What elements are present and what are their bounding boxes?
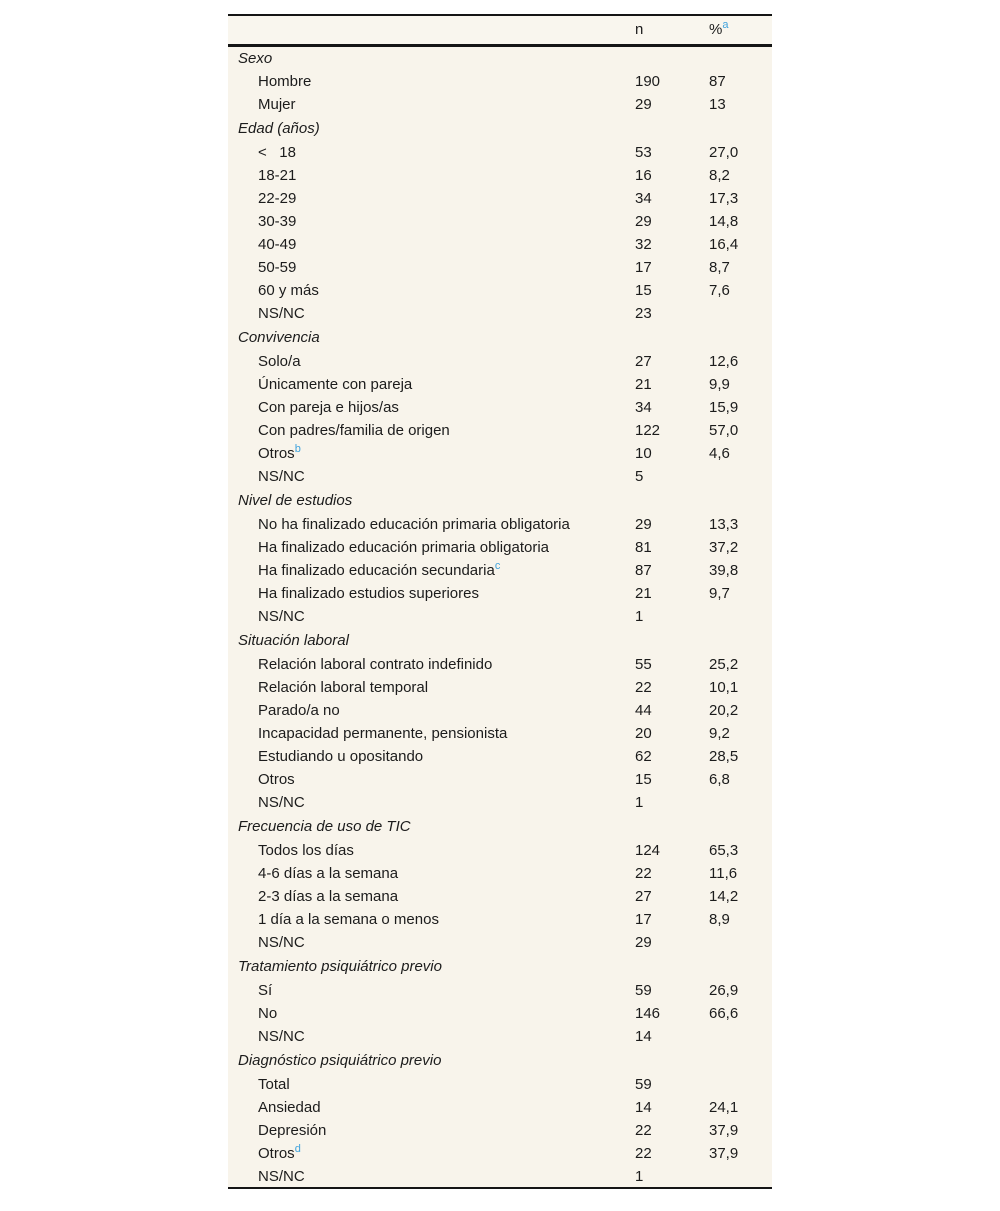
table-row	[228, 1142, 772, 1165]
row-label: 30-39	[258, 213, 297, 230]
table-row	[228, 768, 772, 791]
table-row	[228, 979, 772, 1002]
table-row	[228, 1025, 772, 1048]
pct-value: 14,2	[709, 888, 739, 905]
section-title: Edad (años)	[238, 120, 320, 137]
n-value: 59	[635, 982, 652, 999]
pct-value	[709, 931, 772, 954]
n-value: 59	[635, 1076, 652, 1093]
table-row	[228, 187, 772, 210]
pct-value: 4,6	[709, 445, 730, 462]
pct-value: 12,6	[709, 353, 739, 370]
table-row	[228, 653, 772, 676]
table-header-row	[228, 15, 772, 45]
footnote-link-a[interactable]: a	[722, 19, 729, 32]
table-row	[228, 536, 772, 559]
row-label: NS/NC	[258, 1028, 305, 1045]
table-row	[228, 1165, 772, 1188]
table-row	[228, 396, 772, 419]
footnote-link-d[interactable]: d	[294, 1143, 301, 1155]
section-header-row	[228, 954, 772, 979]
n-value: 5	[635, 468, 644, 485]
pct-value	[709, 791, 772, 814]
row-label: NS/NC	[258, 1167, 305, 1185]
n-value: 15	[635, 771, 652, 788]
table-row	[228, 93, 772, 116]
row-label: Ha finalizado estudios superiores	[258, 585, 479, 602]
pct-value: 9,7	[709, 585, 730, 602]
pct-value: 13,3	[709, 516, 739, 533]
section-title: Situación laboral	[238, 632, 349, 649]
n-value: 29	[635, 96, 652, 113]
row-label: Con pareja e hijos/as	[258, 399, 399, 416]
pct-value: 37,2	[709, 539, 739, 556]
row-label: Hombre	[258, 73, 312, 90]
n-value: 23	[635, 305, 652, 322]
table-row	[228, 302, 772, 325]
row-label: Con padres/familia de origen	[258, 422, 450, 439]
table-row	[228, 908, 772, 931]
pct-value: 14,8	[709, 213, 739, 230]
n-value: 15	[635, 282, 652, 299]
table-row	[228, 1073, 772, 1096]
section-title: Convivencia	[238, 329, 320, 346]
n-value: 14	[635, 1028, 652, 1045]
pct-value: 37,9	[709, 1145, 739, 1162]
n-value: 10	[635, 445, 652, 462]
n-value: 22	[635, 1122, 652, 1139]
table-row	[228, 605, 772, 628]
pct-value	[709, 605, 772, 628]
row-label: 50-59	[258, 259, 297, 276]
section-header-row	[228, 45, 772, 70]
footnote-link-c[interactable]: c	[494, 560, 501, 572]
row-label: Mujer	[258, 96, 296, 113]
row-label: Ha finalizado educación primaria obligatoria	[258, 539, 549, 556]
n-value: 27	[635, 888, 652, 905]
pct-value	[709, 1165, 772, 1188]
pct-value: 8,9	[709, 911, 730, 928]
table-row	[228, 676, 772, 699]
n-value: 29	[635, 213, 652, 230]
pct-value: 27,0	[709, 144, 739, 161]
row-label: No ha finalizado educación primaria obligatoria	[258, 516, 570, 533]
row-label: Únicamente con pareja	[258, 376, 413, 393]
section-title: Frecuencia de uso de TIC	[238, 818, 411, 835]
pct-value: 10,1	[709, 679, 739, 696]
row-label: Otros$^b$	[258, 443, 301, 462]
row-label: Otros$^d$	[258, 1143, 301, 1162]
header-pct-label: %	[709, 21, 723, 39]
n-value: 22	[635, 1145, 652, 1162]
pct-value: 11,6	[709, 865, 738, 882]
n-value: 55	[635, 656, 652, 673]
header-label-cell	[228, 15, 635, 45]
n-value: 34	[635, 399, 652, 416]
demographics-table	[228, 14, 772, 1189]
footnote-link-b[interactable]: b	[294, 443, 301, 455]
row-label: Parado/a no	[258, 702, 340, 719]
row-label: Depresión	[258, 1122, 327, 1139]
table-row	[228, 559, 772, 582]
row-label: Todos los días	[258, 842, 354, 859]
table-row	[228, 419, 772, 442]
pct-value	[709, 465, 772, 488]
table-row	[228, 791, 772, 814]
table-row	[228, 70, 772, 93]
pct-value: 17,3	[709, 190, 739, 207]
pct-value: 28,5	[709, 748, 739, 765]
table-row	[228, 141, 772, 164]
row-label: NS/NC	[258, 934, 305, 951]
pct-value: 25,2	[709, 656, 739, 673]
table-row	[228, 350, 772, 373]
section-header-row	[228, 325, 772, 350]
row-label: Otros	[258, 771, 295, 788]
table-row	[228, 839, 772, 862]
row-label: Estudiando u opositando	[258, 748, 424, 765]
row-label: Sí	[258, 982, 273, 999]
pct-value: 13	[709, 96, 726, 113]
row-label: Incapacidad permanente, pensionista	[258, 725, 508, 742]
n-value: 27	[635, 353, 652, 370]
pct-value: 8,7	[709, 259, 730, 276]
n-value: 122	[635, 422, 661, 439]
row-label: NS/NC	[258, 608, 305, 625]
table-row	[228, 885, 772, 908]
table-row	[228, 931, 772, 954]
pct-value	[709, 1073, 772, 1096]
section-header-row	[228, 488, 772, 513]
row-label: 1 día a la semana o menos	[258, 911, 439, 928]
table-body	[228, 45, 772, 1188]
n-value: 146	[635, 1005, 661, 1022]
n-value: 17	[635, 259, 652, 276]
n-value: 17	[635, 911, 652, 928]
row-label: 18-21	[258, 167, 297, 184]
n-value: 1	[635, 794, 644, 811]
row-label: Relación laboral temporal	[258, 679, 429, 696]
pct-value: 9,9	[709, 376, 730, 393]
n-value: 21	[635, 376, 652, 393]
pct-value: 37,9	[709, 1122, 739, 1139]
n-value: 22	[635, 679, 652, 696]
table-row	[228, 256, 772, 279]
n-value: 124	[635, 842, 661, 859]
pct-value: 87	[709, 73, 726, 90]
table-row	[228, 862, 772, 885]
row-label: 2-3 días a la semana	[258, 888, 399, 905]
pct-value: 8,2	[709, 167, 730, 184]
pct-value: 66,6	[709, 1005, 739, 1022]
table-row	[228, 210, 772, 233]
row-label: Ha finalizado educación secundaria$^c$	[258, 560, 501, 579]
pct-value	[709, 302, 772, 325]
n-value: 32	[635, 236, 652, 253]
pct-value: 24,1	[709, 1099, 739, 1116]
n-value: 44	[635, 702, 652, 719]
row-label: Ansiedad	[258, 1099, 321, 1116]
section-title: Sexo	[238, 49, 273, 67]
pct-value: 39,8	[709, 562, 739, 579]
table-row	[228, 699, 772, 722]
row-label: NS/NC	[258, 468, 305, 485]
pct-value: 7,6	[709, 282, 730, 299]
n-value: 16	[635, 167, 652, 184]
n-value: 20	[635, 725, 652, 742]
n-value: 1	[635, 608, 644, 625]
n-value: 22	[635, 865, 652, 882]
n-value: 1	[635, 1167, 644, 1185]
table-header	[228, 15, 772, 45]
row-label: Total	[258, 1076, 290, 1093]
table-row	[228, 513, 772, 536]
n-value: 53	[635, 144, 652, 161]
table-row	[228, 1002, 772, 1025]
row-label: NS/NC	[258, 305, 305, 322]
pct-value: 6,8	[709, 771, 730, 788]
table-row	[228, 233, 772, 256]
n-value: 190	[635, 73, 661, 90]
pct-value: 9,2	[709, 725, 730, 742]
section-header-row	[228, 1048, 772, 1073]
n-value: 14	[635, 1099, 652, 1116]
pct-value: 26,9	[709, 982, 739, 999]
n-value: 81	[635, 539, 652, 556]
pct-value: 65,3	[709, 842, 739, 859]
n-value: 29	[635, 934, 652, 951]
table-row	[228, 1119, 772, 1142]
row-label: Solo/a	[258, 353, 301, 370]
table-row	[228, 722, 772, 745]
header-n-column	[635, 15, 709, 45]
n-value: 34	[635, 190, 652, 207]
row-label: Relación laboral contrato indefinido	[258, 656, 493, 673]
section-header-row	[228, 116, 772, 141]
pct-value: 15,9	[709, 399, 739, 416]
table-row	[228, 465, 772, 488]
table-row	[228, 373, 772, 396]
row-label: NS/NC	[258, 794, 305, 811]
section-title: Diagnóstico psiquiátrico previo	[238, 1052, 442, 1069]
table-row	[228, 279, 772, 302]
section-header-row	[228, 628, 772, 653]
header-n-label: n	[635, 21, 644, 39]
table-row	[228, 582, 772, 605]
pct-value: 20,2	[709, 702, 739, 719]
row-label: < 18	[258, 144, 296, 161]
section-header-row	[228, 814, 772, 839]
n-value: 29	[635, 516, 652, 533]
row-label: No	[258, 1005, 278, 1022]
table-row	[228, 164, 772, 187]
n-value: 62	[635, 748, 652, 765]
pct-value	[709, 1025, 772, 1048]
section-title: Tratamiento psiquiátrico previo	[238, 958, 442, 975]
table-row	[228, 1096, 772, 1119]
table-row	[228, 745, 772, 768]
row-label: 22-29	[258, 190, 297, 207]
n-value: 87	[635, 562, 652, 579]
row-label: 60 y más	[258, 282, 319, 299]
pct-value: 16,4	[709, 236, 739, 253]
row-label: 4-6 días a la semana	[258, 865, 399, 882]
pct-value: 57,0	[709, 422, 739, 439]
section-title: Nivel de estudios	[238, 492, 353, 509]
header-pct-column	[709, 15, 772, 45]
n-value: 21	[635, 585, 652, 602]
table-row	[228, 442, 772, 465]
row-label: 40-49	[258, 236, 297, 253]
